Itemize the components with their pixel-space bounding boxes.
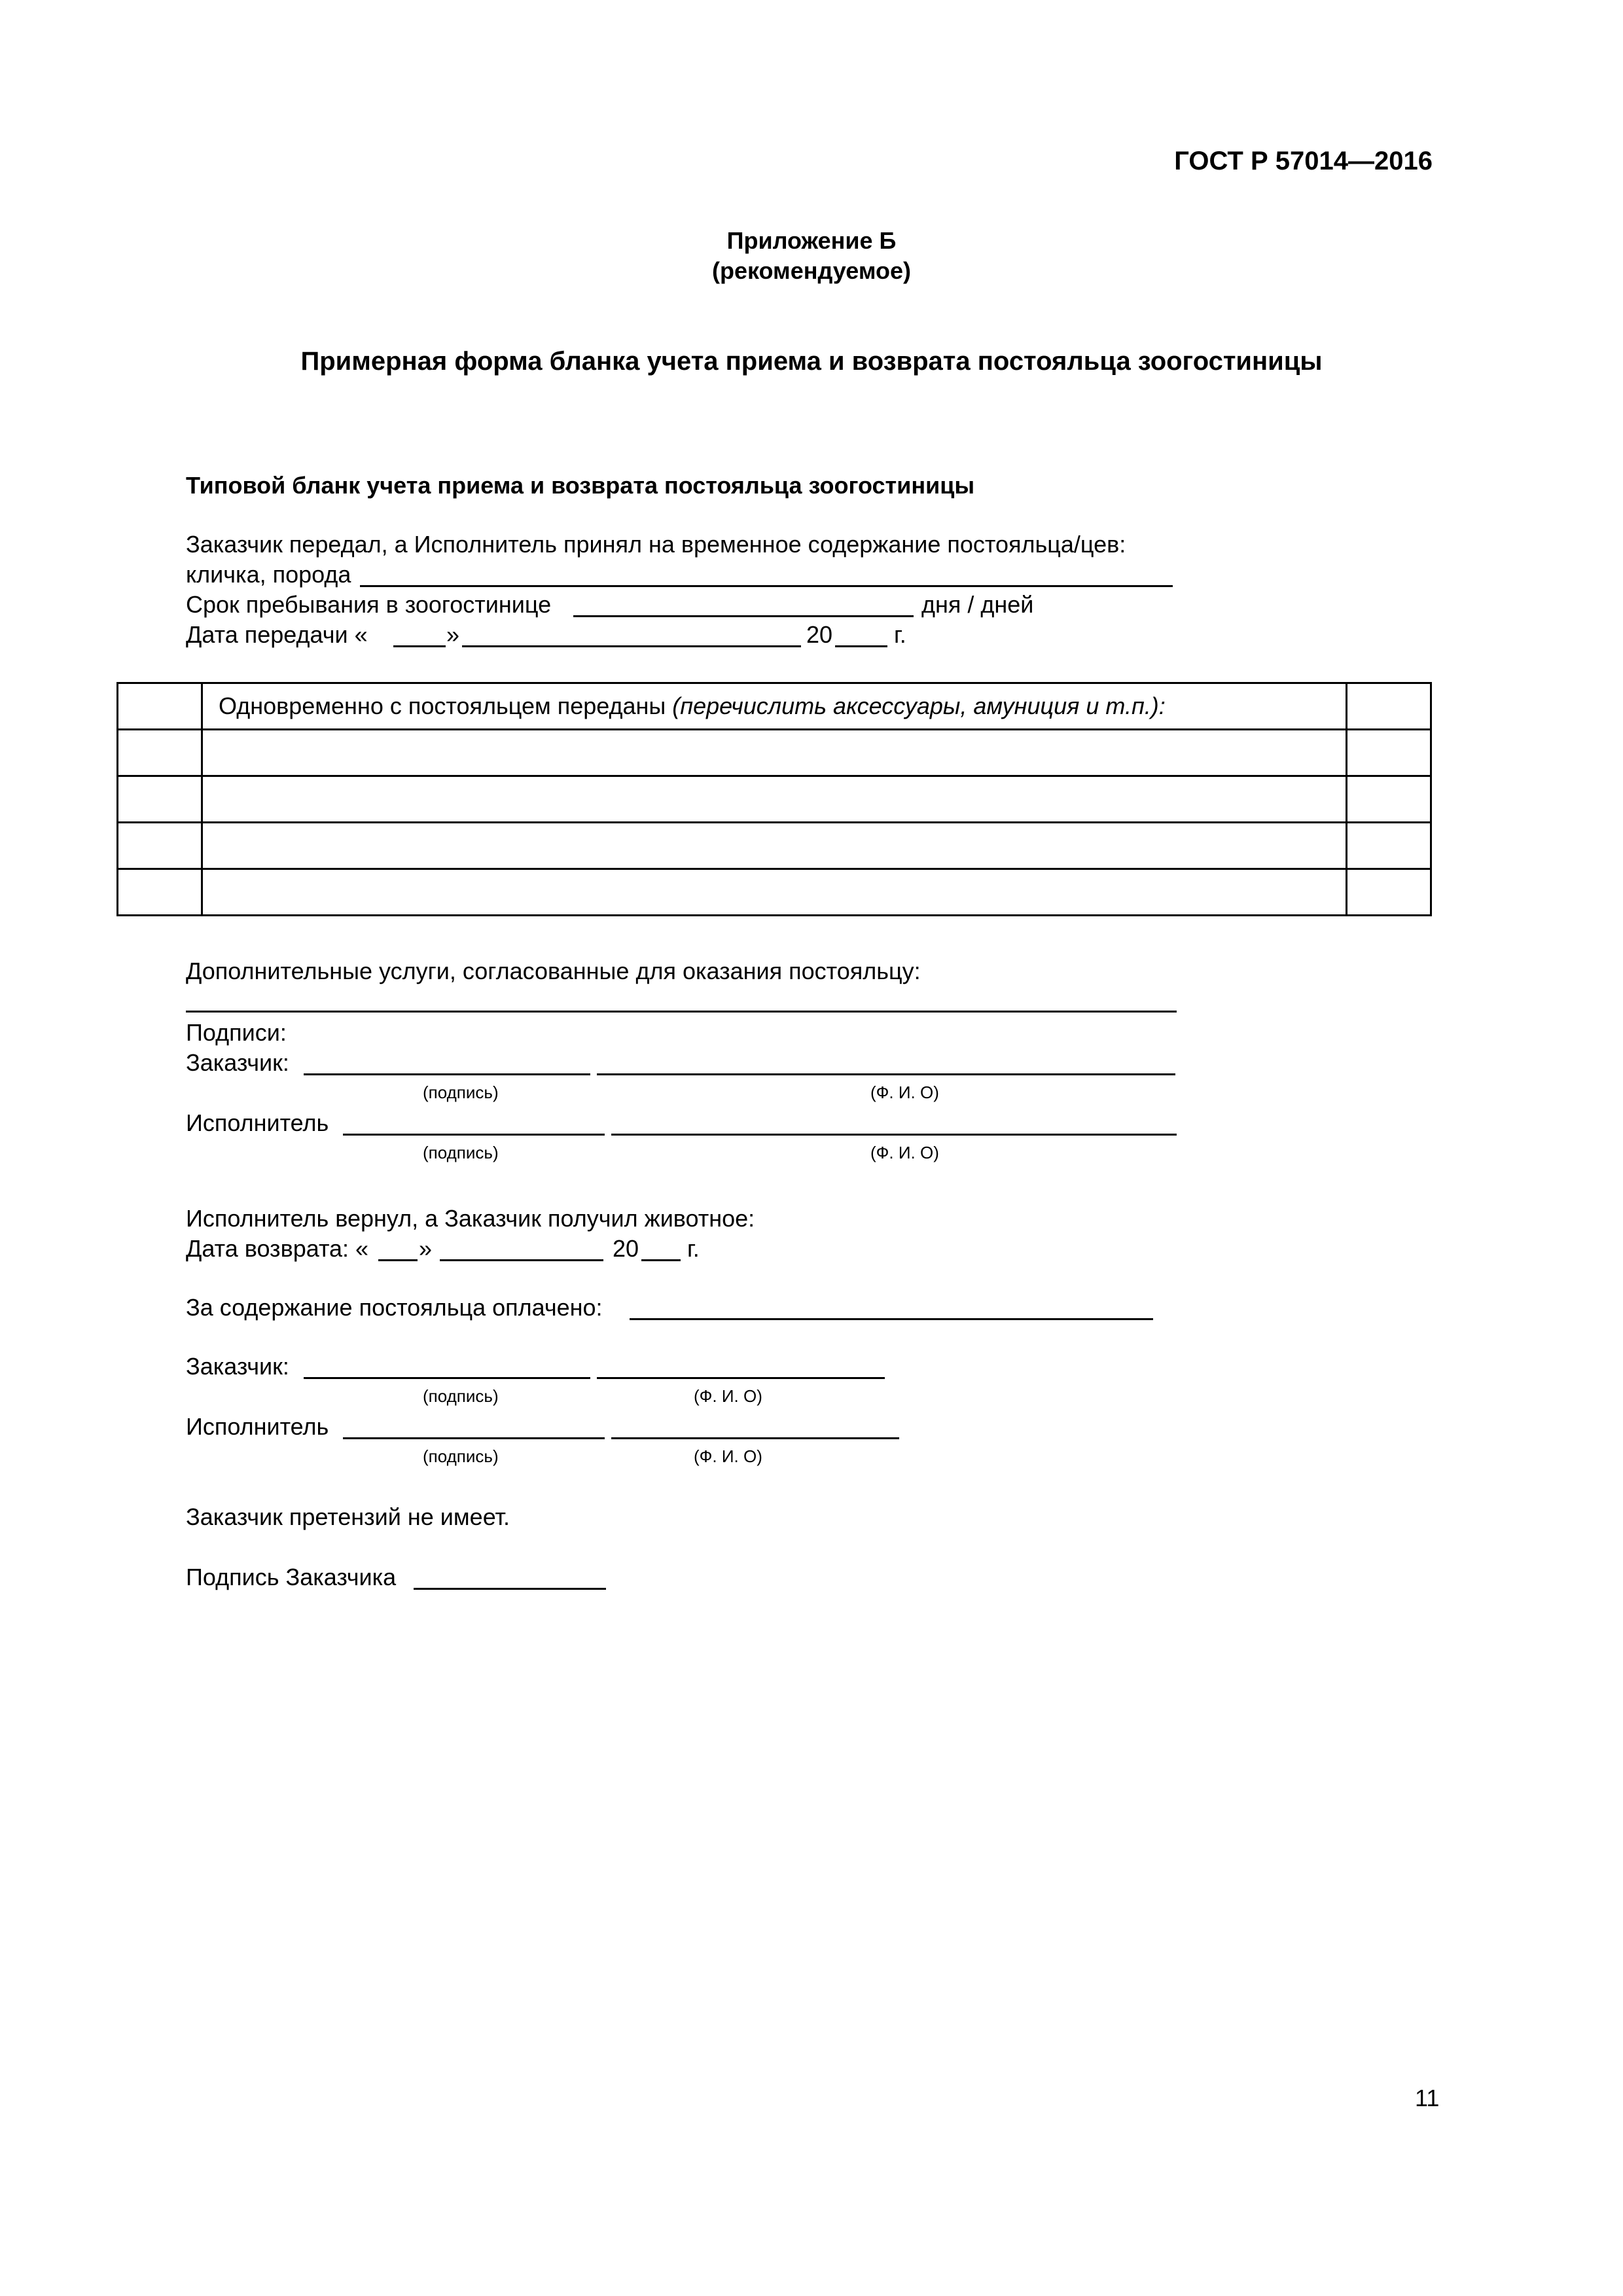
customer-name-caption-2: (Ф. И. О) (694, 1386, 762, 1406)
handover-year-prefix: 20 (806, 621, 833, 648)
table-cell-number[interactable] (118, 869, 202, 916)
stay-label: Срок пребывания в зоогостинице (186, 591, 552, 618)
executor-name-field[interactable] (611, 1134, 1177, 1136)
services-label: Дополнительные услуги, согласованные для оказания постояльцу: (186, 958, 921, 984)
accessories-table (116, 682, 1432, 916)
section-title: Типовой бланк учета приема и возврата постояльца зоогостиницы (186, 472, 975, 499)
table-cell-mark[interactable] (1347, 823, 1431, 869)
table-cell-item[interactable] (202, 730, 1347, 776)
return-year-prefix: 20 (613, 1235, 639, 1262)
return-year-suffix: г. (687, 1235, 700, 1262)
handover-day-field[interactable] (393, 645, 446, 647)
no-claims-text: Заказчик претензий не имеет. (186, 1503, 510, 1530)
customer-signature-field[interactable] (304, 1073, 590, 1075)
table-cell-number[interactable] (118, 683, 202, 730)
appendix-title: Приложение Б (726, 227, 897, 254)
table-cell-number[interactable] (118, 823, 202, 869)
form-title: Примерная форма бланка учета приема и возврата постояльца зоогостиницы (300, 347, 1323, 376)
table-row (118, 869, 1431, 916)
nickname-label: кличка, порода (186, 561, 351, 588)
executor-name-caption-2: (Ф. И. О) (694, 1446, 762, 1466)
table-cell-item[interactable] (202, 869, 1347, 916)
services-field[interactable] (186, 1011, 1177, 1013)
customer-name-caption: (Ф. И. О) (870, 1083, 939, 1102)
customer-final-signature-field[interactable] (414, 1588, 606, 1590)
table-cell-number[interactable] (118, 730, 202, 776)
table-cell-mark[interactable] (1347, 869, 1431, 916)
return-date-close: » (419, 1235, 433, 1262)
signatures-label: Подписи: (186, 1019, 287, 1046)
payment-field[interactable] (630, 1318, 1153, 1320)
table-cell-mark[interactable] (1347, 683, 1431, 730)
table-row (118, 730, 1431, 776)
table-cell-item[interactable] (202, 776, 1347, 823)
customer-sign-label: Заказчик: (186, 1049, 289, 1076)
return-line: Исполнитель вернул, а Заказчик получил животное: (186, 1205, 755, 1232)
executor-sign-caption-2: (подпись) (423, 1446, 499, 1466)
executor-sign-label-2: Исполнитель (186, 1413, 329, 1440)
table-header-row (118, 683, 1431, 730)
nickname-field[interactable] (360, 585, 1173, 587)
customer-signature-label: Подпись Заказчика (186, 1564, 397, 1590)
return-day-field[interactable] (378, 1259, 418, 1261)
executor-sign-caption: (подпись) (423, 1143, 499, 1162)
table-header-cell (202, 683, 1347, 730)
executor-sign-label: Исполнитель (186, 1109, 329, 1136)
customer-signature-field-2[interactable] (304, 1377, 590, 1379)
customer-sign-label-2: Заказчик: (186, 1353, 289, 1380)
document-code: ГОСТ Р 57014—2016 (1174, 147, 1433, 175)
handover-date-label: Дата передачи « (186, 621, 368, 648)
handover-month-field[interactable] (462, 645, 801, 647)
stay-unit: дня / дней (921, 591, 1034, 618)
intake-line: Заказчик передал, а Исполнитель принял на временное содержание постояльца/цев: (186, 531, 1126, 558)
handover-year-field[interactable] (835, 645, 887, 647)
handover-year-suffix: г. (894, 621, 906, 648)
stay-duration-field[interactable] (573, 615, 914, 617)
return-date-label: Дата возврата: « (186, 1235, 369, 1262)
executor-signature-field-2[interactable] (343, 1437, 605, 1439)
customer-sign-caption: (подпись) (423, 1083, 499, 1102)
table-cell-item[interactable] (202, 823, 1347, 869)
table-row (118, 823, 1431, 869)
page-number: 11 (1415, 2085, 1440, 2111)
executor-name-field-2[interactable] (611, 1437, 899, 1439)
table-header-italic: (перечислить аксессуары, амуниция и т.п.): (672, 692, 1166, 719)
customer-name-field[interactable] (597, 1073, 1175, 1075)
table-cell-mark[interactable] (1347, 730, 1431, 776)
table-cell-number[interactable] (118, 776, 202, 823)
return-year-field[interactable] (641, 1259, 681, 1261)
table-cell-mark[interactable] (1347, 776, 1431, 823)
executor-signature-field[interactable] (343, 1134, 605, 1136)
handover-date-close: » (446, 621, 460, 648)
payment-label: За содержание постояльца оплачено: (186, 1294, 603, 1321)
table-header-text: Одновременно с постояльцем переданы (219, 692, 673, 719)
appendix-note: (рекомендуемое) (712, 257, 911, 284)
customer-sign-caption-2: (подпись) (423, 1386, 499, 1406)
customer-name-field-2[interactable] (597, 1377, 885, 1379)
executor-name-caption: (Ф. И. О) (870, 1143, 939, 1162)
table-row (118, 776, 1431, 823)
return-month-field[interactable] (440, 1259, 603, 1261)
